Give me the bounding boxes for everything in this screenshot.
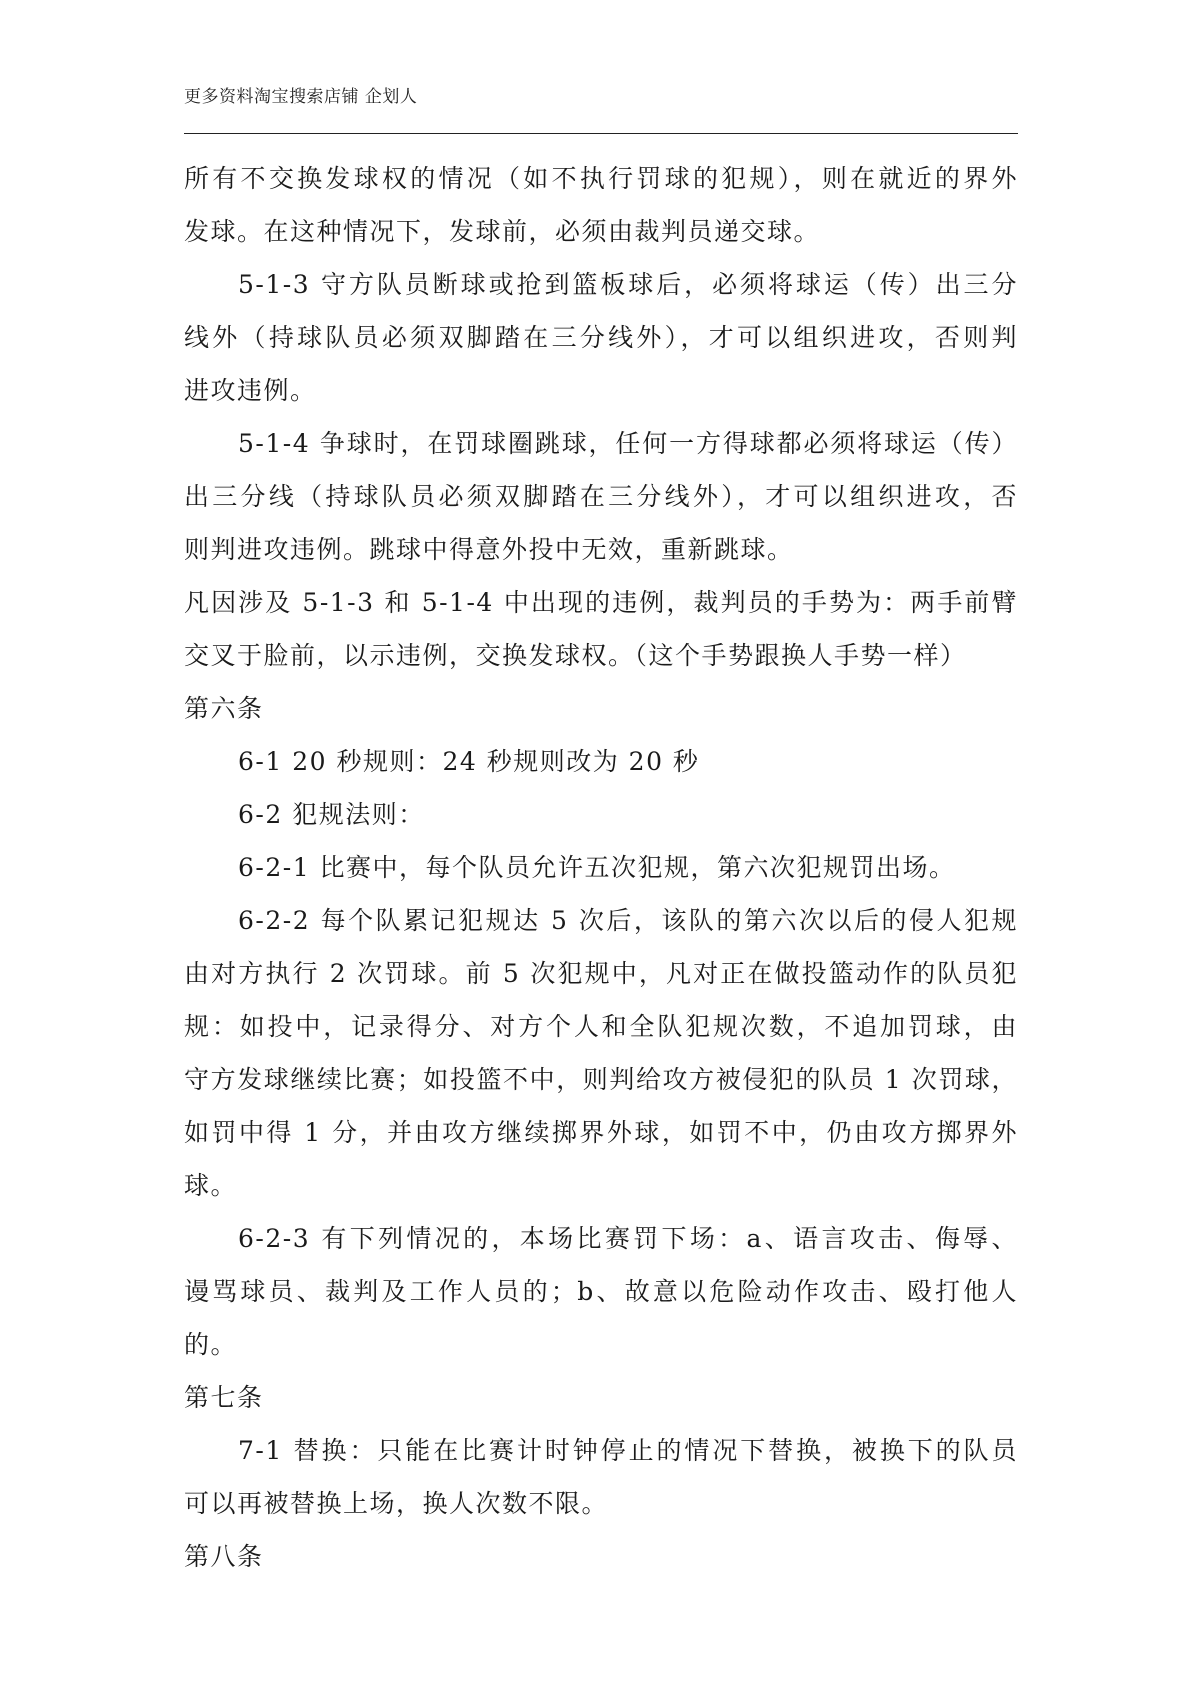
text-line: 可以再被替换上场，换人次数不限。 (184, 1489, 609, 1518)
text-line: 线外（持球队员必须双脚踏在三分线外），才可以组织进攻，否则判 (184, 323, 1018, 352)
text-line: 6-1 20 秒规则：24 秒规则改为 20 秒 (238, 747, 700, 776)
text-line: 的。 (184, 1330, 238, 1359)
document-body (184, 152, 1018, 1583)
text-line: 交叉于脸前，以示违例，交换发球权。（这个手势跟换人手势一样） (184, 641, 967, 670)
text-line: 出三分线（持球队员必须双脚踏在三分线外），才可以组织进攻，否 (184, 482, 1018, 511)
text-line: 第六条 (184, 694, 264, 723)
page-header: 更多资料淘宝搜索店铺 企划人 (184, 87, 418, 107)
text-line: 第七条 (184, 1383, 264, 1412)
text-line: 6-2-1 比赛中，每个队员允许五次犯规，第六次犯规罚出场。 (238, 853, 956, 882)
text-line: 进攻违例。 (184, 376, 317, 405)
text-line: 6-2-3 有下列情况的，本场比赛罚下场：a、语言攻击、侮辱、 (238, 1224, 1018, 1253)
text-line: 5-1-4 争球时，在罚球圈跳球，任何一方得球都必须将球运（传） (238, 429, 1018, 458)
text-line: 球。 (184, 1171, 238, 1200)
text-line: 谩骂球员、裁判及工作人员的；b、故意以危险动作攻击、殴打他人 (184, 1277, 1018, 1306)
text-line: 规：如投中，记录得分、对方个人和全队犯规次数，不追加罚球，由 (184, 1012, 1018, 1041)
text-line: 所有不交换发球权的情况（如不执行罚球的犯规），则在就近的界外 (184, 164, 1018, 193)
text-line: 5-1-3 守方队员断球或抢到篮板球后，必须将球运（传）出三分 (238, 270, 1018, 299)
text-line: 发球。在这种情况下，发球前，必须由裁判员递交球。 (184, 217, 821, 246)
text-line: 6-2 犯规法则： (238, 800, 425, 829)
text-line: 守方发球继续比赛；如投篮不中，则判给攻方被侵犯的队员 1 次罚球， (184, 1065, 1018, 1094)
text-line: 由对方执行 2 次罚球。前 5 次犯规中，凡对正在做投篮动作的队员犯 (184, 959, 1018, 988)
header-divider (184, 133, 1018, 134)
text-line: 则判进攻违例。跳球中得意外投中无效，重新跳球。 (184, 535, 794, 564)
text-line: 凡因涉及 5-1-3 和 5-1-4 中出现的违例，裁判员的手势为：两手前臂 (184, 588, 1018, 617)
text-line: 7-1 替换：只能在比赛计时钟停止的情况下替换，被换下的队员 (238, 1436, 1018, 1465)
text-line: 如罚中得 1 分，并由攻方继续掷界外球，如罚不中，仍由攻方掷界外 (184, 1118, 1018, 1147)
text-line: 第八条 (184, 1542, 264, 1571)
text-line: 6-2-2 每个队累记犯规达 5 次后，该队的第六次以后的侵人犯规 (238, 906, 1018, 935)
